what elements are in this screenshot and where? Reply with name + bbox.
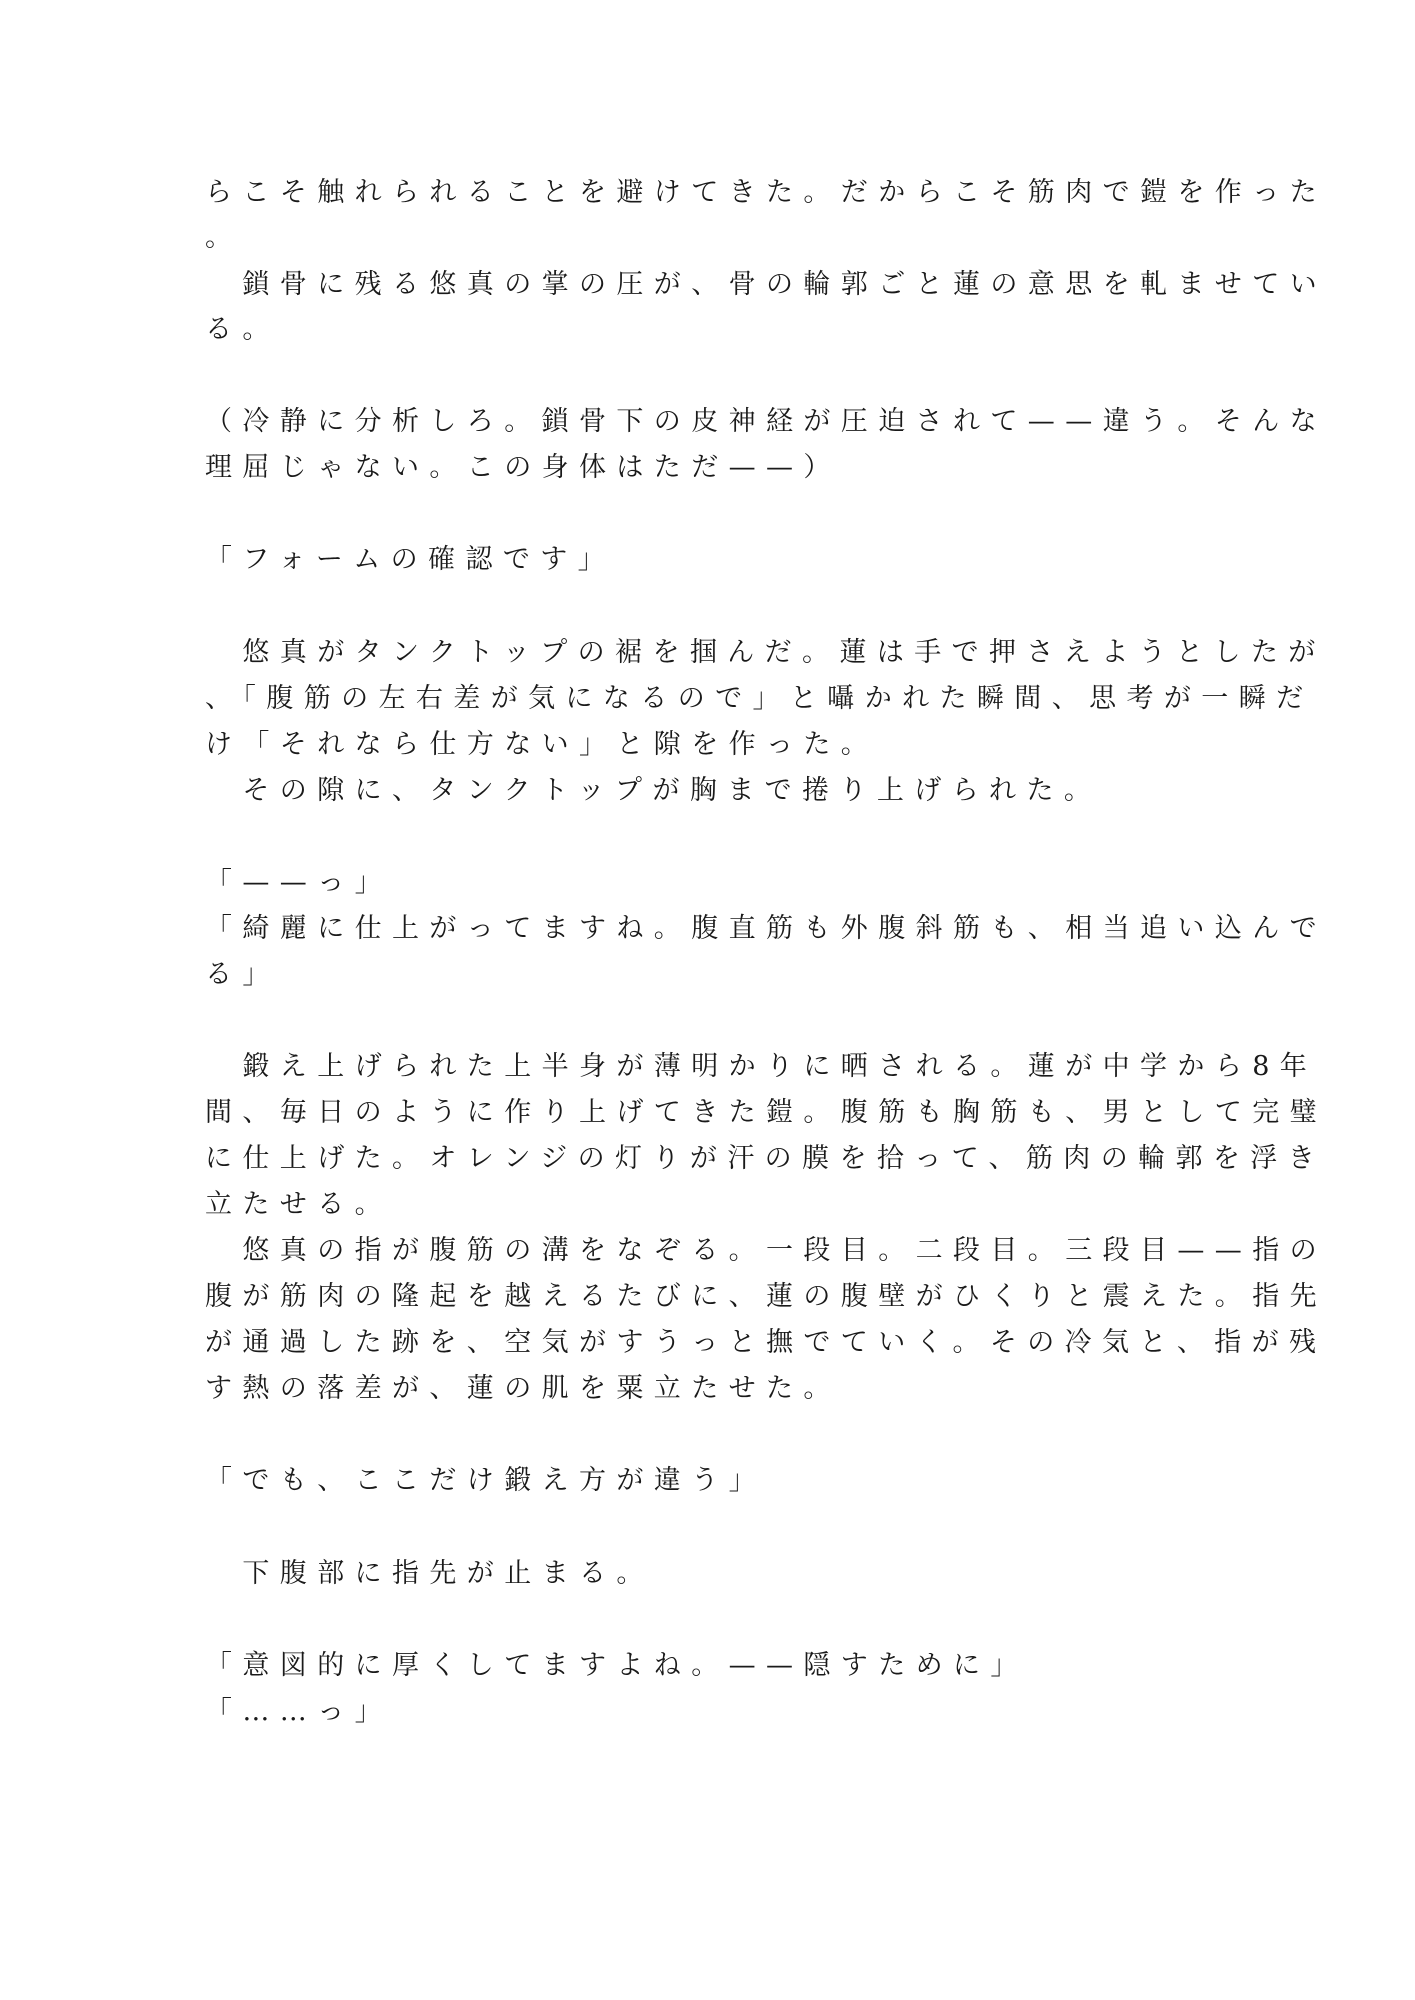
text-line: 悠真がタンクトップの裾を掴んだ。蓮は手で押さえようとしたが: [205, 637, 1326, 668]
text-line: 「——っ」: [205, 867, 392, 898]
text-line: す熱の落差が、蓮の肌を粟立たせた。: [205, 1373, 841, 1404]
text-line: 、「腹筋の左右差が気になるので」と囁かれた瞬間、思考が一瞬だ: [205, 683, 1314, 714]
text-line: 理屈じゃない。この身体はただ——）: [205, 452, 841, 483]
text-line: 「綺麗に仕上がってますね。腹直筋も外腹斜筋も、相当追い込んで: [205, 913, 1327, 944]
text-line: （冷静に分析しろ。鎖骨下の皮神経が圧迫されて——違う。そんな: [205, 406, 1327, 437]
text-line: 「でも、ここだけ鍛え方が違う」: [205, 1465, 766, 1496]
text-line: 「意図的に厚くしてますよね。——隠すために」: [205, 1650, 1028, 1681]
text-line: る。: [205, 314, 280, 345]
text-line: 。: [205, 222, 243, 253]
text-line: が通過した跡を、空気がすうっと撫でていく。その冷気と、指が残: [205, 1327, 1327, 1358]
text-line: に仕上げた。オレンジの灯りが汗の膜を拾って、筋肉の輪郭を浮き: [205, 1143, 1326, 1174]
text-line: 悠真の指が腹筋の溝をなぞる。一段目。二段目。三段目——指の: [205, 1235, 1327, 1266]
text-line: る」: [205, 959, 280, 990]
text-line: 立たせる。: [205, 1189, 392, 1220]
text-line: 間、毎日のように作り上げてきた鎧。腹筋も胸筋も、男として完璧: [205, 1097, 1327, 1128]
text-line: 鍛え上げられた上半身が薄明かりに晒される。蓮が中学から8年: [205, 1051, 1318, 1082]
text-line: その隙に、タンクトップが胸まで捲り上げられた。: [205, 775, 1102, 806]
text-line: 「フォームの確認です」: [205, 544, 616, 575]
text-line: らこそ触れられることを避けてきた。だからこそ筋肉で鎧を作った: [205, 177, 1327, 208]
text-line: け「それなら仕方ない」と隙を作った。: [205, 729, 879, 760]
text-line: 「……っ」: [205, 1696, 392, 1727]
text-line: 下腹部に指先が止まる。: [205, 1558, 654, 1589]
text-line: 腹が筋肉の隆起を越えるたびに、蓮の腹壁がひくりと震えた。指先: [205, 1281, 1327, 1312]
text-line: 鎖骨に残る悠真の掌の圧が、骨の輪郭ごと蓮の意思を軋ませてい: [205, 269, 1327, 300]
